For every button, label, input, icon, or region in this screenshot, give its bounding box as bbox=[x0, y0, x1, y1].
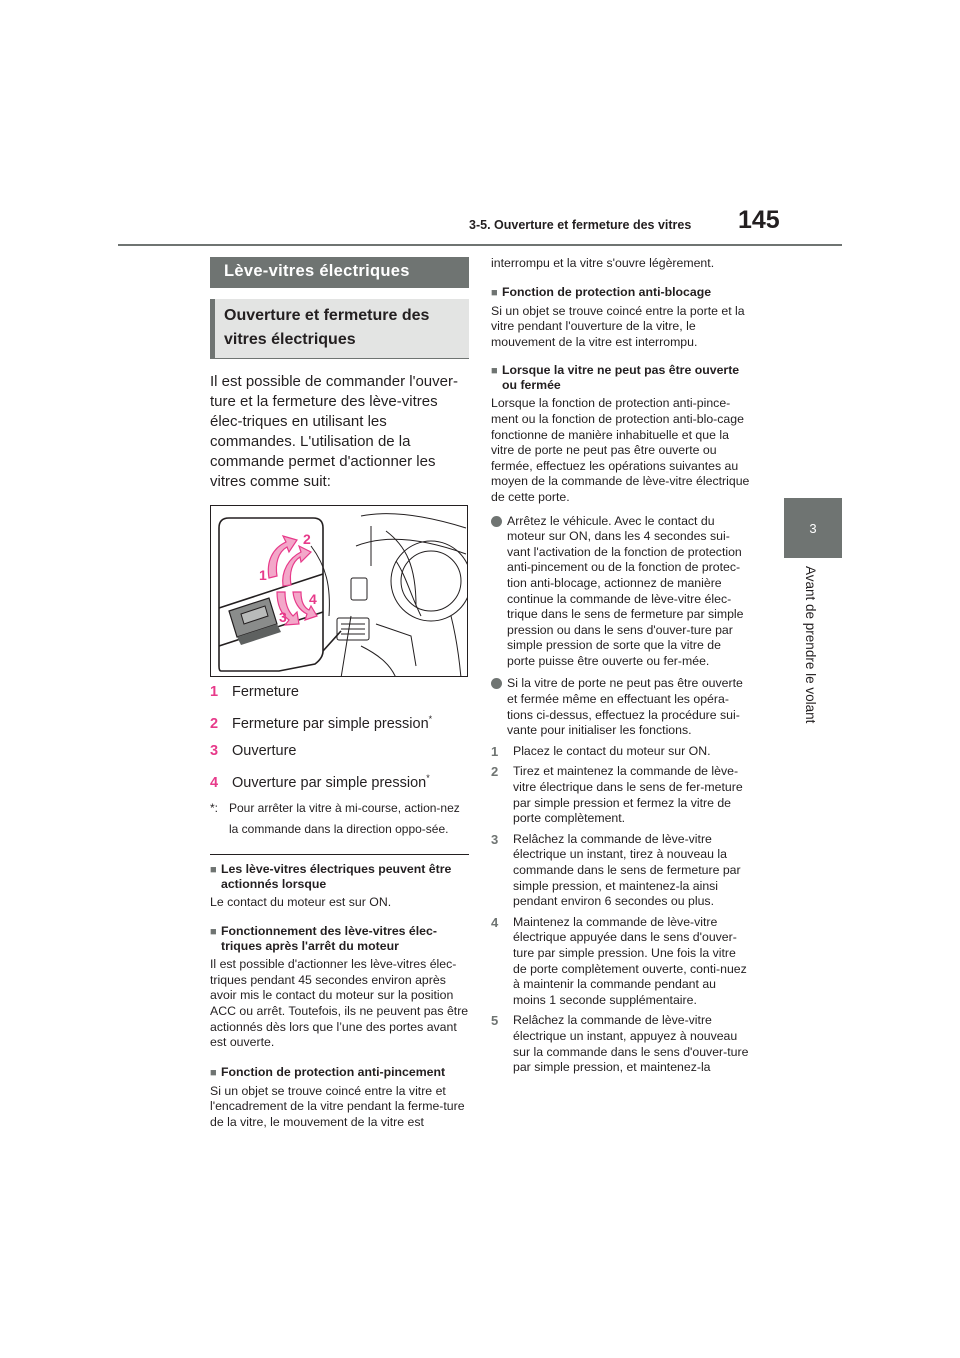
sub-heading: Ouverture et fermeture des vitres électriques bbox=[210, 299, 469, 359]
step-item bbox=[491, 1013, 752, 1075]
legend-item bbox=[210, 768, 469, 793]
step-item bbox=[491, 764, 752, 826]
step-text: Placez le contact du moteur sur ON. bbox=[513, 743, 711, 758]
note-title: Lorsque la vitre ne peut pas être ouverte ou fermée bbox=[502, 363, 740, 393]
step-item bbox=[491, 744, 752, 760]
step-text: Maintenez la commande de lève-vitre électrique appuyée dans le sens d'ouver-ture par simple pression. Une fois la vitre de porte complètement ouverte, conti-nuez à maintenir la commande pendant au moins 1 seconde supplémentaire. bbox=[513, 914, 747, 1007]
step-number: 5 bbox=[491, 1013, 499, 1029]
square-bullet-icon: ■ bbox=[210, 926, 217, 939]
bullet-text: Si la vitre de porte ne peut pas être ouverte et fermée même en effectuant les opéra-tions ci-dessus, effectuez la procédure sui-vante pour initialiser les fonctions. bbox=[507, 676, 743, 738]
footnote-mark: *: bbox=[210, 800, 219, 815]
legend-item bbox=[210, 682, 469, 702]
step-text: Relâchez la commande de lève-vitre électrique un instant, tirez à nouveau la commande dans le sens de fermeture par simple pression, et maintenez-la ainsi pendant environ 6 secondes ou plus. bbox=[513, 831, 741, 909]
legend-text: Fermeture par simple pression bbox=[232, 715, 429, 732]
note-heading bbox=[491, 285, 752, 301]
note-body: Il est possible d'actionner les lève-vitres élec-triques pendant 45 secondes environ après avoir mis le contact du moteur sur la position ACC ou arrêt. Toutefois, ils ne peuvent pas être actionnés dès lors que l’une des portes avant est ouverte. bbox=[210, 957, 469, 1050]
round-bullet-icon bbox=[491, 678, 502, 689]
round-bullet-icon bbox=[491, 516, 502, 527]
footnote-marker: * bbox=[426, 772, 430, 783]
chapter-label: Avant de prendre le volant bbox=[803, 566, 818, 724]
step-item bbox=[491, 832, 752, 910]
callout-3: 3 bbox=[279, 609, 287, 625]
footnote-marker: * bbox=[428, 714, 433, 724]
callout-1: 1 bbox=[259, 567, 267, 583]
main-heading: Lève-vitres électriques bbox=[210, 257, 469, 288]
note-heading bbox=[210, 862, 469, 892]
bullet-item bbox=[491, 514, 752, 670]
left-column bbox=[210, 257, 469, 1131]
note-heading bbox=[491, 363, 752, 393]
callout-2: 2 bbox=[303, 531, 311, 547]
right-column bbox=[491, 256, 752, 1076]
note-title: Fonction de protection anti-pincement bbox=[221, 1064, 446, 1079]
legend-number: 3 bbox=[210, 742, 219, 759]
note-body: Le contact du moteur est sur ON. bbox=[210, 894, 392, 909]
step-item bbox=[491, 915, 752, 1009]
note-body: Si un objet se trouve coincé entre la vitre et l'encadrement de la vitre pendant la ferme-ture de la vitre, le mouvement de la vitre est bbox=[210, 1083, 465, 1129]
legend-number: 1 bbox=[210, 684, 219, 700]
legend-number: 4 bbox=[210, 774, 219, 791]
note-title: Fonction de protection anti-blocage bbox=[502, 284, 712, 299]
continued-text: interrompu et la vitre s'ouvre légèrement. bbox=[491, 256, 715, 270]
note-heading bbox=[210, 924, 469, 954]
note-body: Si un objet se trouve coincé entre la porte et la vitre pendant l'ouverture de la vitre, le mouvement de la vitre est interrompu. bbox=[491, 303, 745, 349]
figure-legend bbox=[210, 682, 469, 793]
footnote bbox=[210, 798, 469, 840]
note-title: Les lève-vitres électriques peuvent être actionnés lorsque bbox=[221, 861, 452, 891]
page-number: 145 bbox=[738, 206, 780, 234]
notes-divider bbox=[210, 854, 469, 855]
square-bullet-icon: ■ bbox=[210, 1066, 217, 1079]
legend-item bbox=[210, 741, 469, 761]
intro-paragraph: Il est possible de commander l'ouver-ture et la fermeture des lève-vitres élec-triques en utilisant les commandes. L'utilisation de la commande permet d'actionner les vitres comme suit: bbox=[210, 373, 458, 490]
legend-number: 2 bbox=[210, 715, 219, 732]
bullet-item bbox=[491, 676, 752, 738]
step-number: 3 bbox=[491, 831, 499, 847]
legend-text: Ouverture par simple pression bbox=[232, 774, 427, 791]
square-bullet-icon: ■ bbox=[491, 286, 498, 299]
note-title: Fonctionnement des lève-vitres élec-triques après l'arrêt du moteur bbox=[221, 924, 437, 954]
legend-text: Ouverture bbox=[232, 742, 297, 759]
legend-text: Fermeture bbox=[232, 684, 299, 700]
square-bullet-icon: ■ bbox=[210, 863, 217, 876]
header-section-title: 3-5. Ouverture et fermeture des vitres bbox=[469, 218, 692, 232]
step-text: Tirez et maintenez la commande de lève-vitre électrique dans le sens de fer-meture par simple pression et fermez la vitre de porte complètement. bbox=[513, 764, 743, 826]
header-divider bbox=[118, 244, 842, 246]
bullet-text: Arrêtez le véhicule. Avec le contact du moteur sur ON, dans les 4 secondes sui-vant l'activation de la fonction de protection anti-pincement ou de la fonction de protec-tion anti-blocage, actionnez de manière continue la commande de lève-vitre élec-trique dans le sens de fermeture par simple pression ou dans le sens d'ouver-ture par simple pression de sorte que la vitre de porte puisse être ouverte ou fer-mée. bbox=[507, 513, 744, 668]
note-body: Lorsque la fonction de protection anti-pince-ment ou la fonction de protection anti-blo-cage fonctionne de manière inhabituelle et que la vitre de porte ne peut pas être ouverte ou fermée, effectuez les opérations suivantes au moyen de la commande de lève-vitre électrique de cette porte. bbox=[491, 396, 750, 504]
window-switch-illustration bbox=[210, 505, 468, 677]
footnote-text: Pour arrêter la vitre à mi-course, action-nez la commande dans la direction oppo-sée. bbox=[229, 800, 460, 836]
legend-item bbox=[210, 709, 469, 734]
step-text: Relâchez la commande de lève-vitre électrique un instant, appuyez à nouveau sur la commande dans le sens d'ouver-ture par simple pression, et maintenez-la bbox=[513, 1013, 749, 1075]
callout-4: 4 bbox=[309, 591, 317, 607]
square-bullet-icon: ■ bbox=[491, 365, 498, 378]
note-heading bbox=[210, 1065, 469, 1081]
chapter-tab: 3 bbox=[784, 498, 842, 558]
step-number: 4 bbox=[491, 914, 499, 930]
step-number: 1 bbox=[491, 743, 499, 759]
step-number: 2 bbox=[491, 764, 499, 780]
